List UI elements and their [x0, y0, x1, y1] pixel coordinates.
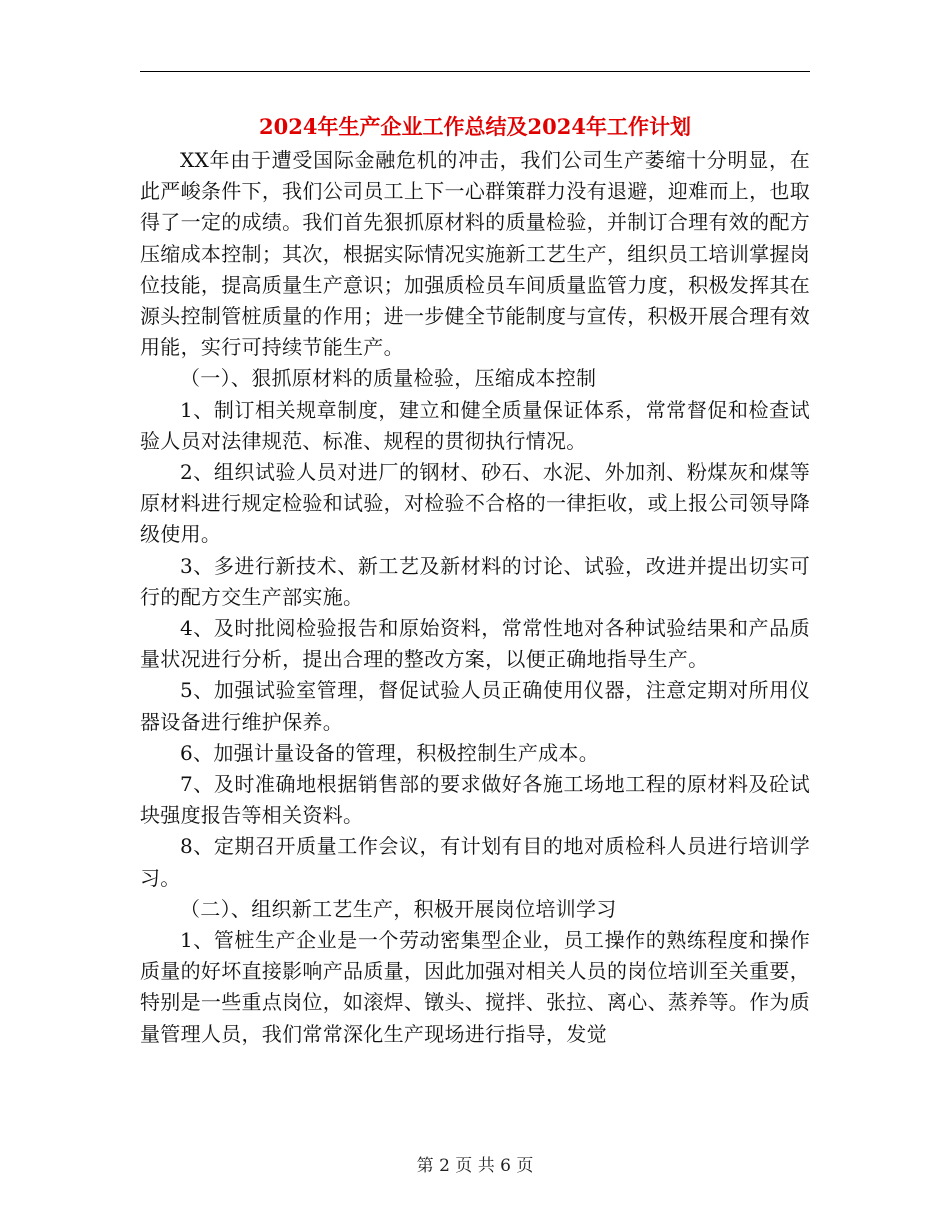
list-item: 3、多进行新技术、新工艺及新材料的讨论、试验，改进并提出切实可行的配方交生产部实施。 — [140, 553, 810, 609]
list-item: 6、加强计量设备的管理，积极控制生产成本。 — [180, 740, 600, 765]
section-heading-2: （二）、组织新工艺生产，积极开展岗位培训学习 — [180, 896, 617, 921]
list-item: 7、及时准确地根据销售部的要求做好各施工场地工程的原材料及砼试块强度报告等相关资料。 — [140, 772, 810, 828]
list-item: 8、定期召开质量工作会议，有计划有目的地对质检科人员进行培训学习。 — [140, 834, 810, 890]
list-item: 4、及时批阅检验报告和原始资料，常常性地对各种试验结果和产品质量状况进行分析，提出合理的整改方案，以便正确地指导生产。 — [140, 616, 810, 672]
section-heading-1: （一）、狠抓原材料的质量检验，压缩成本控制 — [180, 366, 597, 391]
list-item: 1、管桩生产企业是一个劳动密集型企业，员工操作的熟练程度和操作质量的好坏直接影响产品质量，因此加强对相关人员的岗位培训至关重要，特别是一些重点岗位，如滚焊、镦头、搅拌、张拉、离心、蒸养等。作为质量管理人员，我们常常深化生产现场进行指导，发觉 — [140, 928, 810, 1046]
document-title: 2024年生产企业工作总结及2024年工作计划 — [259, 114, 691, 139]
paragraph-intro: XX年由于遭受国际金融危机的冲击，我们公司生产萎缩十分明显，在此严峻条件下，我们公司员工上下一心群策群力没有退避，迎难而上，也取得了一定的成绩。我们首先狠抓原材料的质量检验，并制订合理有效的配方压缩成本控制；其次，根据实际情况实施新工艺生产，组织员工培训掌握岗位技能，提高质量生产意识；加强质检员车间质量监管力度，积极发挥其在源头控制管桩质量的作用；进一步健全节能制度与宣传，积极开展合理有效用能，实行可持续节能生产。 — [140, 148, 810, 360]
header-rule — [140, 71, 810, 72]
list-item: 1、制订相关规章制度，建立和健全质量保证体系，常常督促和检查试验人员对法律规范、标准、规程的贯彻执行情况。 — [140, 397, 810, 453]
list-item: 2、组织试验人员对进厂的钢材、砂石、水泥、外加剂、粉煤灰和煤等原材料进行规定检验和试验，对检验不合格的一律拒收，或上报公司领导降级使用。 — [140, 460, 810, 547]
document-body — [140, 145, 810, 1050]
page-number-footer: 第 2 页 共 6 页 — [416, 1156, 534, 1176]
list-item: 5、加强试验室管理，督促试验人员正确使用仪器，注意定期对所用仪器设备进行维护保养。 — [140, 678, 810, 734]
